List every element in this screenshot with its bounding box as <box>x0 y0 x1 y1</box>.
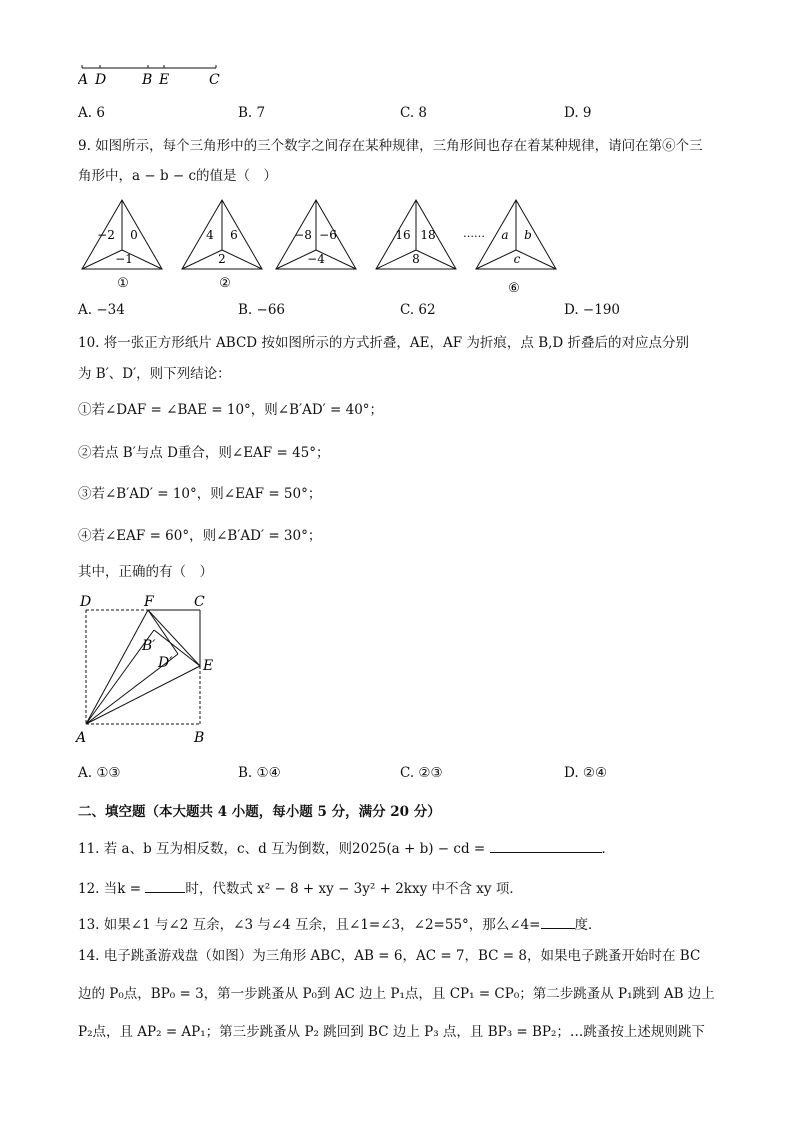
fold-ae <box>86 666 200 724</box>
fig-label-b: B <box>194 730 205 746</box>
triangle-4 <box>376 200 456 269</box>
q10-option-c[interactable]: C. ②③ <box>400 765 443 781</box>
tri4-right: 18 <box>420 228 436 242</box>
tri2-left: 4 <box>206 228 214 242</box>
q10-fold-figure <box>74 590 234 748</box>
tri1-left: −2 <box>97 228 115 242</box>
fig-label-b-prime: B′ <box>142 638 156 654</box>
q12-text-post: 时，代数式 x² − 8 + xy − 3y² + 2kxy 中不含 xy 项． <box>185 881 523 897</box>
tri1-right: 0 <box>130 228 138 242</box>
q13-answer-blank[interactable] <box>541 914 575 929</box>
tri2-bottom: 2 <box>218 252 226 266</box>
fig-label-c: C <box>194 594 205 610</box>
label-b: B <box>142 72 153 88</box>
label-c: C <box>209 72 220 88</box>
q8-option-d[interactable]: D. 9 <box>564 105 592 121</box>
fig-label-f: F <box>144 594 154 610</box>
q13-line <box>78 914 602 935</box>
q12-answer-blank[interactable] <box>145 878 185 893</box>
q14-text-line3: P₂点，且 AP₂ = AP₁；第三步跳蚤从 P₂ 跳回到 BC 边上 P₃ 点，且 BP₃ = BP₂；…跳蚤按上述规则跳下 <box>78 1024 705 1040</box>
fig-label-d-prime: D′ <box>158 655 173 671</box>
q9-option-b[interactable]: B. −66 <box>238 302 285 318</box>
q10-statement-4: ④若∠EAF = 60°，则∠B′AD′ = 30°； <box>78 528 322 544</box>
q8-options <box>78 105 718 125</box>
tri1-caption: ① <box>117 276 129 291</box>
q9-option-a[interactable]: A. −34 <box>78 302 125 318</box>
label-e: E <box>159 72 170 88</box>
q11-answer-blank[interactable] <box>490 838 602 853</box>
q10-option-d[interactable]: D. ②④ <box>564 765 608 781</box>
q11-text: 11. 若 a、b 互为相反数，c、d 互为倒数，则2025(a + b) − cd = <box>78 841 486 857</box>
triangle-6 <box>476 200 556 295</box>
q10-options <box>78 765 718 785</box>
tri2-right: 6 <box>230 228 238 242</box>
tri6-right: b <box>524 228 532 242</box>
q10-text-line1: 10. 将一张正方形纸片 ABCD 按如图所示的方式折叠，AE，AF 为折痕，点 B,D 折叠后的对应点分别 <box>78 335 690 351</box>
section-title-fill-in: 二、填空题（本大题共 4 小题，每小题 5 分，满分 20 分） <box>78 804 441 820</box>
tri6-bottom: c <box>513 252 521 266</box>
fold-af <box>86 610 148 724</box>
tri3-bottom: −4 <box>307 252 325 266</box>
q14-text-line2: 边的 P₀点，BP₀ = 3，第一步跳蚤从 P₀到 AC 边上 P₁点，且 CP₁ = CP₀；第二步跳蚤从 P₁跳到 AB 边上 <box>78 986 715 1002</box>
triangle-3 <box>276 200 356 269</box>
q9-text-line2: 角形中，a − b − c的值是（ ） <box>78 168 278 184</box>
q8-option-b[interactable]: B. 7 <box>238 105 266 121</box>
fig-label-a: A <box>76 730 87 746</box>
label-d: D <box>95 72 107 88</box>
tri6-left: a <box>501 228 509 242</box>
q9-options <box>78 302 718 322</box>
q14-text-line1: 14. 电子跳蚤游戏盘（如图）为三角形 ABC，AB = 6，AC = 7，BC = 8，如果电子跳蚤开始时在 BC <box>78 948 701 964</box>
q11-end: ． <box>601 841 615 857</box>
q12-line <box>78 878 523 899</box>
q8-option-c[interactable]: C. 8 <box>400 105 428 121</box>
triangle-2 <box>182 200 262 291</box>
q10-statement-2: ②若点 B′与点 D重合，则∠EAF = 45°； <box>78 445 330 461</box>
q10-option-b[interactable]: B. ①④ <box>238 765 281 781</box>
fig-label-d: D <box>80 594 92 610</box>
label-a: A <box>78 72 89 88</box>
segment-figure <box>78 60 238 88</box>
q9-triangles-figure <box>78 195 568 295</box>
q10-text-line2: 为 B′、D′，则下列结论： <box>78 366 231 382</box>
q13-text-post: 度． <box>574 917 602 933</box>
tri4-bottom: 8 <box>412 252 420 266</box>
tri6-caption: ⑥ <box>508 281 520 295</box>
triangle-1 <box>82 200 162 291</box>
q10-statement-3: ③若∠B′AD′ = 10°，则∠EAF = 50°； <box>78 486 322 502</box>
q9-option-d[interactable]: D. −190 <box>564 302 621 318</box>
q10-question: 其中，正确的有（ ） <box>78 564 213 580</box>
tri3-left: −8 <box>294 228 312 242</box>
tri2-caption: ② <box>219 276 231 291</box>
q13-text-pre: 13. 如果∠1 与∠2 互余，∠3 与∠4 互余，且∠1=∠3，∠2=55°，那么∠4= <box>78 917 541 933</box>
q9-option-c[interactable]: C. 62 <box>400 302 436 318</box>
q11-line <box>78 838 615 859</box>
q10-option-a[interactable]: A. ①③ <box>78 765 121 781</box>
q9-text-line1: 9. 如图所示，每个三角形中的三个数字之间存在某种规律，三角形间也存在着某种规律，请问在第⑥个三 <box>78 138 703 154</box>
fig-label-e: E <box>203 658 214 674</box>
q8-option-a[interactable]: A. 6 <box>78 105 105 121</box>
tri4-left: 16 <box>395 228 411 242</box>
tri1-bottom: −1 <box>115 252 133 266</box>
tri3-right: −6 <box>319 228 337 242</box>
q10-statement-1: ①若∠DAF = ∠BAE = 10°，则∠B′AD′ = 40°； <box>78 402 384 418</box>
q12-text-pre: 12. 当k = <box>78 881 142 897</box>
ellipsis-dots: …… <box>463 227 485 240</box>
